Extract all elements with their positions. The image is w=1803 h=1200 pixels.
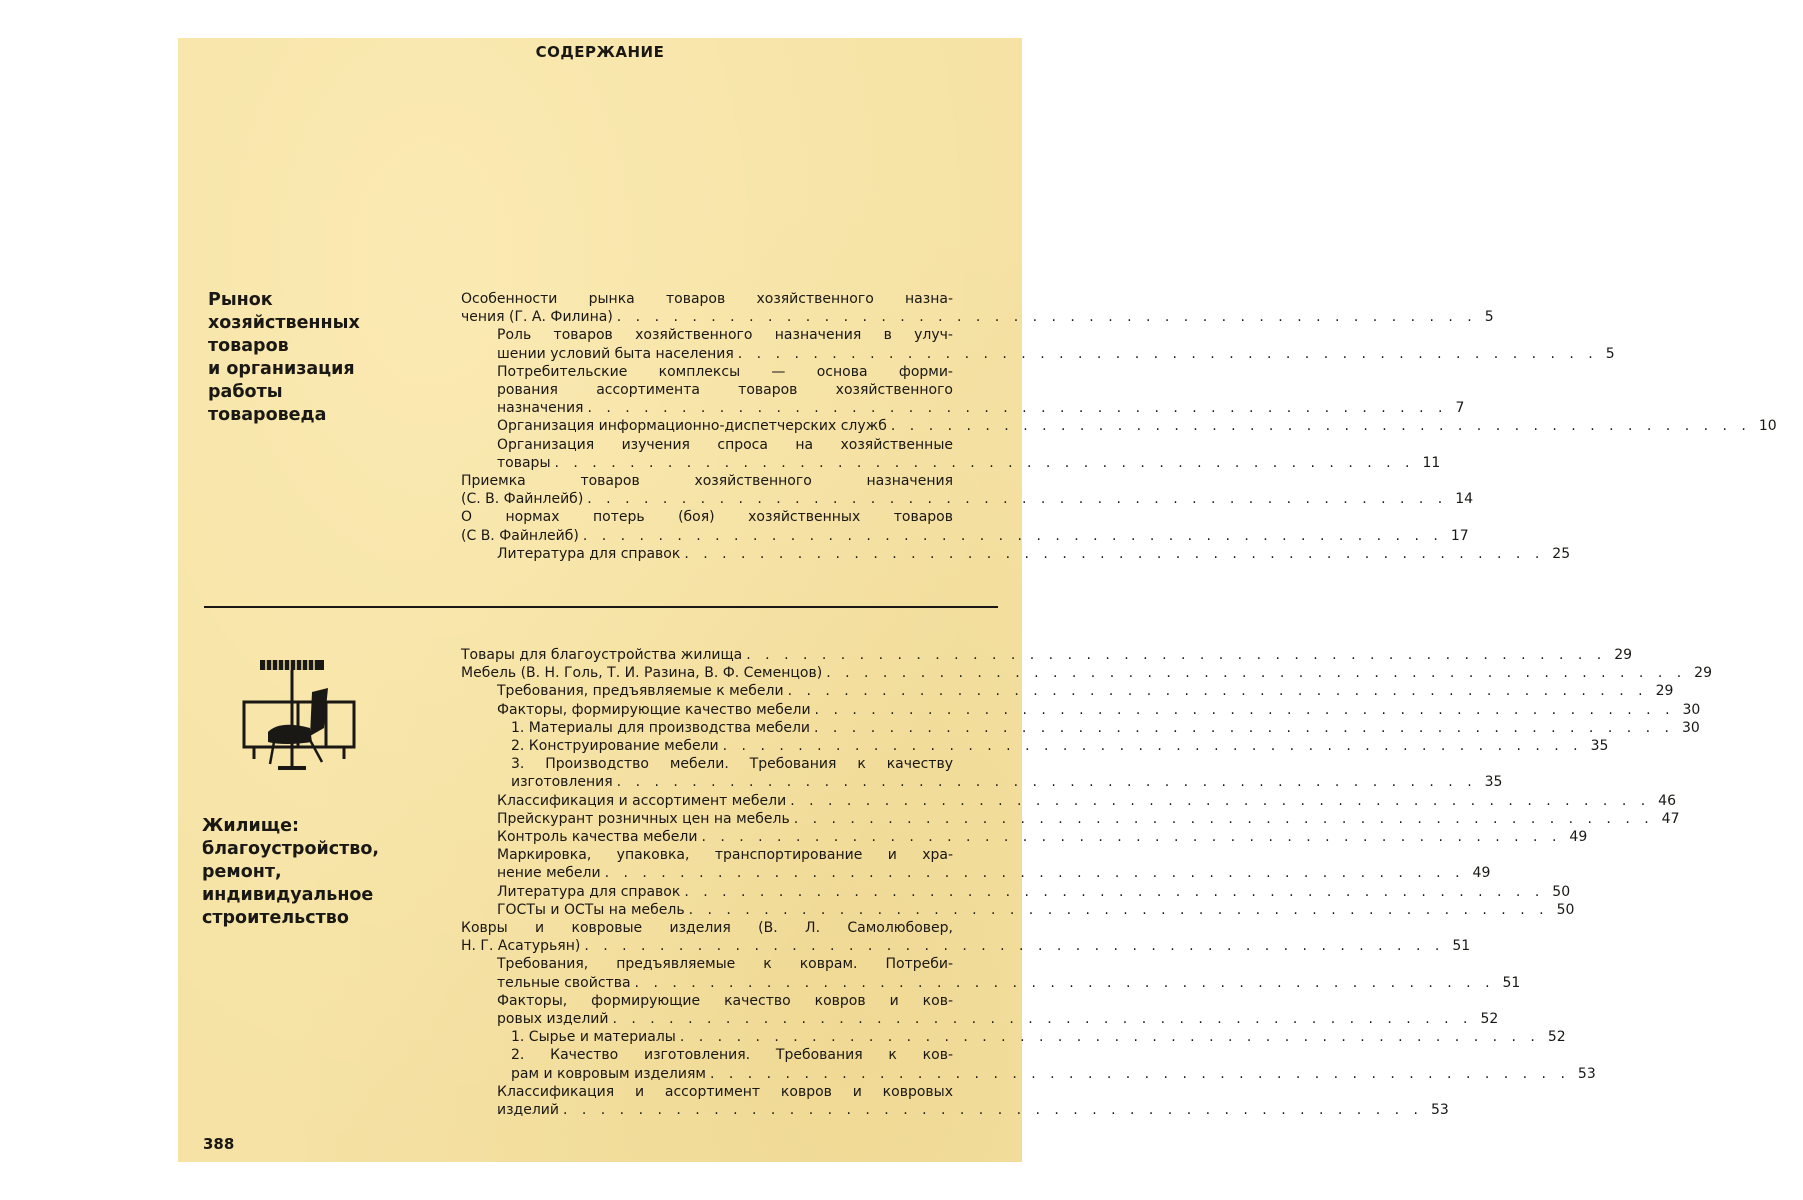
toc-entry-text: Факторы, формирующие качество мебели xyxy=(497,701,811,718)
toc-page-number: 47 xyxy=(1661,810,1680,827)
toc-entry-text: Ковры и ковровые изделия (В. Л. Самолюбовер, xyxy=(461,920,953,937)
toc-page-number: 10 xyxy=(1758,418,1777,435)
section-title-2: Жилище: благоустройство, ремонт, индивидуальное строительство xyxy=(202,816,380,928)
dot-leader: . . . . . . . . . . . . . . . . . . . . . . . . . . . . . . . . . . . . . . . . . . . . . . xyxy=(634,974,1495,991)
toc-page-number: 29 xyxy=(1694,665,1712,682)
page-number: 388 xyxy=(203,1135,235,1153)
toc-entry-text: Потребительские комплексы — основа форми- xyxy=(497,363,953,380)
dot-leader: . . . . . . . . . . . . . . . . . . . . . . . . . . . . . . . . . . . . . . . . . . . . . . xyxy=(688,901,1549,918)
toc-entry xyxy=(461,646,1633,664)
toc-entry-text: нение мебели xyxy=(497,865,601,882)
dot-leader: . . . . . . . . . . . . . . . . . . . . . . . . . . . . . . . . . . . . . . . . . . . . . . xyxy=(793,810,1654,827)
dot-leader: . . . . . . . . . . . . . . . . . . . . . . . . . . . . . . . . . . . . . . . . . . . . . . xyxy=(701,829,1562,846)
toc-entry-text: 2. Качество изготовления. Требования к ков- xyxy=(511,1047,953,1064)
toc-page-number: 50 xyxy=(1556,901,1575,918)
toc-entry-text: рам и ковровым изделиям xyxy=(511,1065,706,1082)
toc-entry xyxy=(461,664,1712,682)
toc-section-2 xyxy=(461,646,1712,1119)
toc-entry xyxy=(461,1046,1596,1082)
toc-entry-text: Классификация и ассортимент мебели xyxy=(497,792,787,809)
toc-entry xyxy=(461,1083,1449,1119)
toc-entry xyxy=(461,290,1494,326)
toc-entry-text: изделий xyxy=(497,1102,559,1119)
toc-entry-text: товары xyxy=(497,454,551,471)
toc-entry-text: Литература для справок xyxy=(497,545,681,562)
dot-leader: . . . . . . . . . . . . . . . . . . . . . . . . . . . . . . . . . . . . . . . . . . . . . . xyxy=(826,665,1687,682)
toc-entry xyxy=(461,846,1491,882)
toc-page-number: 30 xyxy=(1682,701,1701,718)
toc-entry xyxy=(461,719,1700,737)
toc-page-number: 5 xyxy=(1605,345,1615,362)
toc-entry-text: Особенности рынка товаров хозяйственного назна- xyxy=(461,291,953,307)
toc-entry xyxy=(461,326,1615,362)
page-header: СОДЕРЖАНИЕ xyxy=(535,43,665,61)
dot-leader: . . . . . . . . . . . . . . . . . . . . . . . . . . . . . . . . . . . . . . . . . . . . . . xyxy=(787,683,1648,700)
toc-page-number: 35 xyxy=(1484,774,1503,791)
toc-entry-text: Требования, предъявляемые к мебели xyxy=(497,683,784,700)
toc-entry-text: назначения xyxy=(497,400,584,417)
toc-entry xyxy=(461,682,1674,700)
toc-page-number: 29 xyxy=(1614,647,1633,663)
toc-page-number: 29 xyxy=(1655,683,1674,700)
toc-page-number: 50 xyxy=(1552,883,1571,900)
dot-leader: . . . . . . . . . . . . . . . . . . . . . . . . . . . . . . . . . . . . . . . . . . . . . . xyxy=(612,1011,1473,1028)
toc-entry-text: Маркировка, упаковка, транспортирование и хра- xyxy=(497,847,953,864)
toc-entry xyxy=(461,792,1676,810)
toc-entry xyxy=(461,545,1571,563)
toc-entry xyxy=(461,508,1469,544)
toc-entry-text: изготовления xyxy=(511,774,613,791)
toc-entry-text: Н. Г. Асатурьян) xyxy=(461,938,581,955)
toc-entry xyxy=(461,755,1503,791)
toc-page-number: 51 xyxy=(1502,974,1521,991)
toc-entry xyxy=(461,363,1465,418)
toc-entry-text: (С. В. Файнлейб) xyxy=(461,491,584,508)
toc-entry xyxy=(461,737,1609,755)
book-page xyxy=(178,38,1777,1162)
toc-page-number: 46 xyxy=(1658,792,1676,809)
dot-leader: . . . . . . . . . . . . . . . . . . . . . . . . . . . . . . . . . . . . . . . . . . . . . . xyxy=(746,647,1607,663)
toc-entry-text: Организация изучения спроса на хозяйственные xyxy=(497,436,953,453)
toc-entry-text: Роль товаров хозяйственного назначения в улуч- xyxy=(497,327,953,344)
section-divider xyxy=(204,606,998,608)
dot-leader: . . . . . . . . . . . . . . . . . . . . . . . . . . . . . . . . . . . . . . . . . . . . . . xyxy=(722,738,1583,755)
toc-entry-text: ГОСТы и ОСТы на мебель xyxy=(497,901,685,918)
dot-leader: . . . . . . . . . . . . . . . . . . . . . . . . . . . . . . . . . . . . . . . . . . . . . . xyxy=(814,701,1675,718)
toc-entry xyxy=(461,1028,1566,1046)
toc-entry-text: шении условий быта населения xyxy=(497,345,734,362)
toc-entry-text: Контроль качества мебели xyxy=(497,829,698,846)
dot-leader: . . . . . . . . . . . . . . . . . . . . . . . . . . . . . . . . . . . . . . . . . . . . . . xyxy=(684,545,1545,562)
dot-leader: . . . . . . . . . . . . . . . . . . . . . . . . . . . . . . . . . . . . . . . . . . . . . . xyxy=(737,345,1598,362)
dot-leader: . . . . . . . . . . . . . . . . . . . . . . . . . . . . . . . . . . . . . . . . . . . . . . xyxy=(587,491,1448,508)
dot-leader: . . . . . . . . . . . . . . . . . . . . . . . . . . . . . . . . . . . . . . . . . . . . . . xyxy=(790,792,1651,809)
toc-entry xyxy=(461,701,1701,719)
toc-page-number: 5 xyxy=(1484,309,1494,326)
toc-entry-text: Факторы, формирующие качество ковров и ков- xyxy=(497,992,953,1009)
toc-entry-text: (С В. Файнлейб) xyxy=(461,527,579,544)
toc-page-number: 11 xyxy=(1422,454,1441,471)
toc-entry-text: Приемка товаров хозяйственного назначения xyxy=(461,473,953,490)
toc-page-number: 52 xyxy=(1547,1029,1566,1046)
toc-page-number: 51 xyxy=(1452,938,1471,955)
toc-entry-text: рования ассортимента товаров хозяйственного xyxy=(497,382,953,399)
toc-page-number: 7 xyxy=(1455,400,1465,417)
toc-section-1 xyxy=(461,290,1777,563)
dot-leader: . . . . . . . . . . . . . . . . . . . . . . . . . . . . . . . . . . . . . . . . . . . . . . xyxy=(587,400,1448,417)
toc-page-number: 25 xyxy=(1552,545,1571,562)
toc-entry-text: ровых изделий xyxy=(497,1011,609,1028)
dot-leader: . . . . . . . . . . . . . . . . . . . . . . . . . . . . . . . . . . . . . . . . . . . . . . xyxy=(604,865,1465,882)
toc-entry-text: Организация информационно-диспетчерских служб xyxy=(497,418,887,435)
toc-entry xyxy=(461,992,1499,1028)
toc-page-number: 17 xyxy=(1450,527,1469,544)
dot-leader: . . . . . . . . . . . . . . . . . . . . . . . . . . . . . . . . . . . . . . . . . . . . . . xyxy=(679,1029,1540,1046)
toc-entry-text: Классификация и ассортимент ковров и ковровых xyxy=(497,1083,953,1100)
toc-entry xyxy=(461,472,1474,508)
toc-entry-text: Мебель (В. Н. Голь, Т. И. Разина, В. Ф. Семенцов) xyxy=(461,665,823,682)
toc-entry-text: 1. Сырье и материалы xyxy=(511,1029,676,1046)
toc-entry-text: Литература для справок xyxy=(497,883,681,900)
toc-entry-text: 2. Конструирование мебели xyxy=(511,738,719,755)
toc-entry xyxy=(461,828,1588,846)
toc-entry-text: Прейскурант розничных цен на мебель xyxy=(497,810,790,827)
dot-leader: . . . . . . . . . . . . . . . . . . . . . . . . . . . . . . . . . . . . . . . . . . . . . . xyxy=(584,938,1445,955)
furniture-illustration-icon xyxy=(240,650,360,775)
dot-leader: . . . . . . . . . . . . . . . . . . . . . . . . . . . . . . . . . . . . . . . . . . . . . . xyxy=(554,454,1415,471)
toc-entry xyxy=(461,919,1471,955)
toc-page-number: 53 xyxy=(1577,1065,1596,1082)
dot-leader: . . . . . . . . . . . . . . . . . . . . . . . . . . . . . . . . . . . . . . . . . . . . . . xyxy=(562,1102,1423,1119)
dot-leader: . . . . . . . . . . . . . . . . . . . . . . . . . . . . . . . . . . . . . . . . . . . . . . xyxy=(582,527,1443,544)
toc-entry xyxy=(461,955,1521,991)
toc-page-number: 53 xyxy=(1430,1102,1449,1119)
toc-entry-text: 3. Производство мебели. Требования к качеству xyxy=(511,756,953,773)
toc-entry-text: 1. Материалы для производства мебели xyxy=(511,719,810,736)
toc-entry xyxy=(461,883,1571,901)
dot-leader: . . . . . . . . . . . . . . . . . . . . . . . . . . . . . . . . . . . . . . . . . . . . . . xyxy=(814,719,1674,736)
toc-entry-text: О нормах потерь (боя) хозяйственных товаров xyxy=(461,509,953,526)
toc-entry-text: Товары для благоустройства жилища xyxy=(461,647,743,663)
dot-leader: . . . . . . . . . . . . . . . . . . . . . . . . . . . . . . . . . . . . . . . . . . . . . . xyxy=(616,309,1477,326)
dot-leader: . . . . . . . . . . . . . . . . . . . . . . . . . . . . . . . . . . . . . . . . . . . . . . xyxy=(616,774,1477,791)
toc-entry xyxy=(461,417,1777,435)
toc-page-number: 49 xyxy=(1472,865,1491,882)
toc-page-number: 49 xyxy=(1569,829,1588,846)
toc-page-number: 52 xyxy=(1480,1011,1499,1028)
toc-page-number: 14 xyxy=(1455,491,1474,508)
dot-leader: . . . . . . . . . . . . . . . . . . . . . . . . . . . . . . . . . . . . . . . . . . . . . . xyxy=(709,1065,1570,1082)
toc-entry-text: тельные свойства xyxy=(497,974,631,991)
toc-page-number: 35 xyxy=(1590,738,1609,755)
section-title-1: Рынок хозяйственных товаров и организация работы товароведа xyxy=(208,290,360,425)
toc-page-number: 30 xyxy=(1681,719,1700,736)
dot-leader: . . . . . . . . . . . . . . . . . . . . . . . . . . . . . . . . . . . . . . . . . . . . . . xyxy=(684,883,1545,900)
dot-leader: . . . . . . . . . . . . . . . . . . . . . . . . . . . . . . . . . . . . . . . . . . . . . . xyxy=(890,418,1751,435)
toc-entry-text: Требования, предъявляемые к коврам. Потреби- xyxy=(497,956,953,973)
toc-entry xyxy=(461,901,1575,919)
toc-entry-text: чения (Г. А. Филина) xyxy=(461,309,613,326)
toc-entry xyxy=(461,810,1680,828)
toc-entry xyxy=(461,436,1441,472)
